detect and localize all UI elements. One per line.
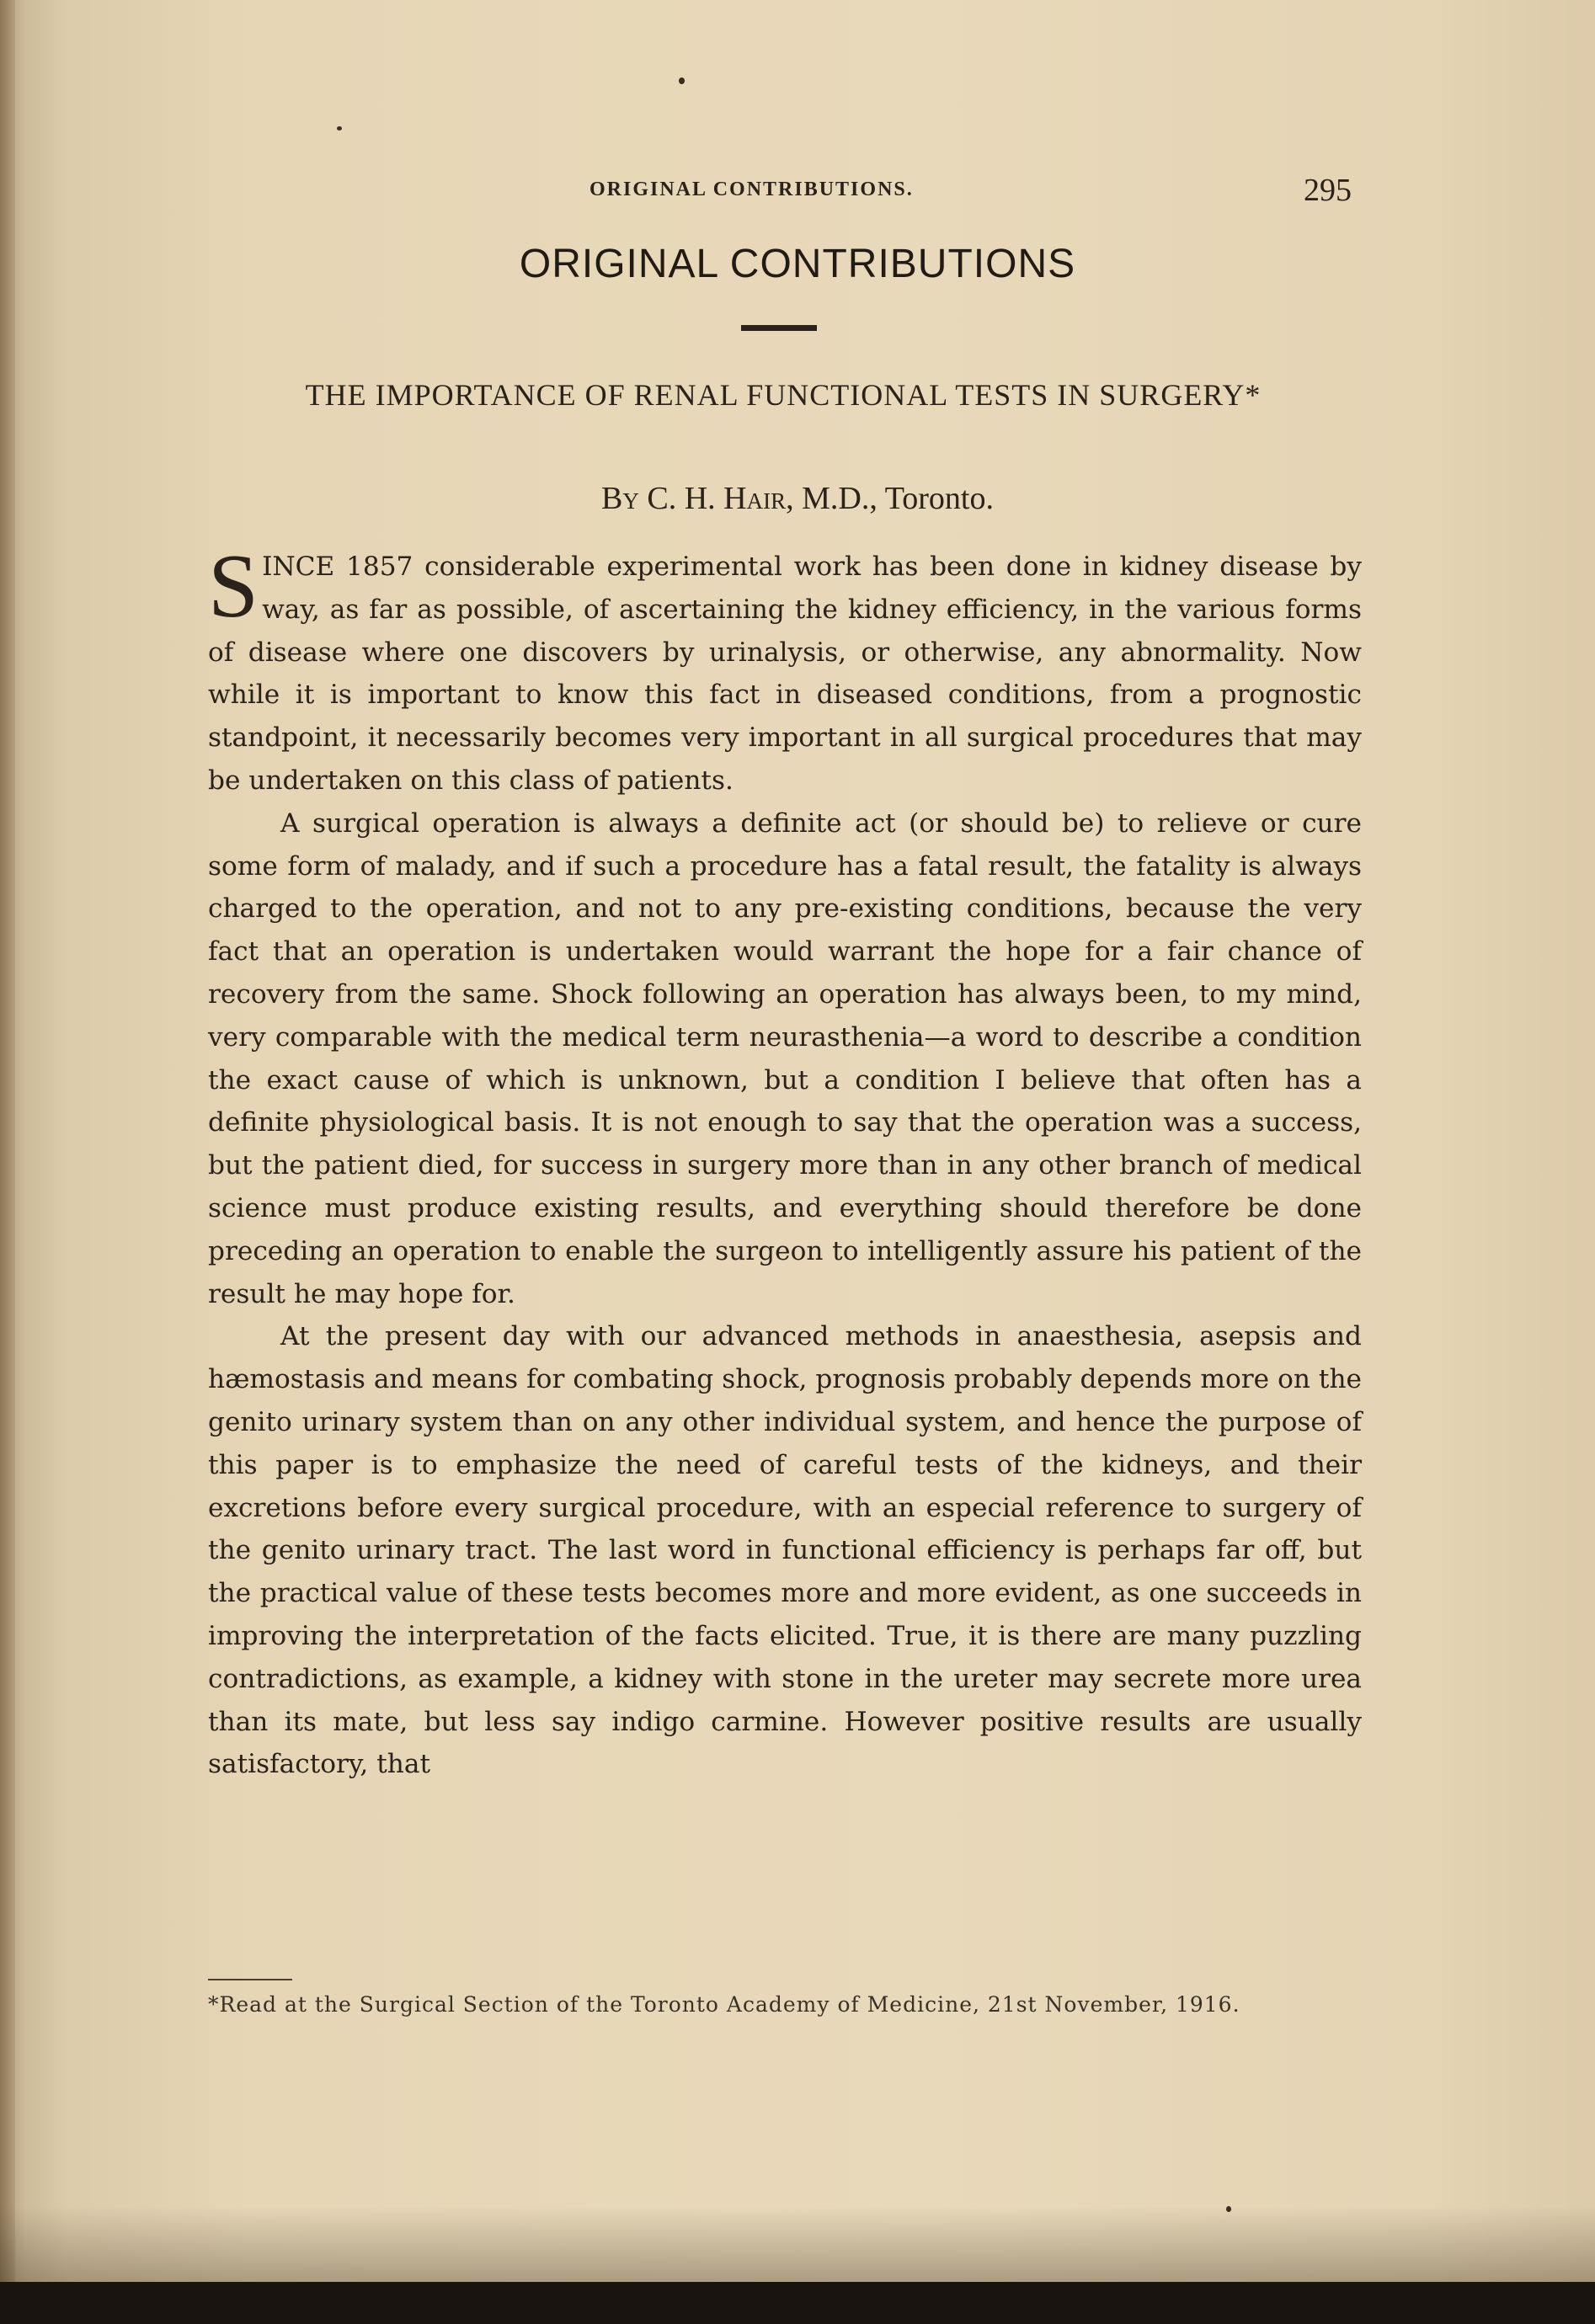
page-number: 295	[1304, 173, 1352, 208]
paragraph-2: A surgical operation is always a definite act (or should be) to relieve or cure some form of malady, and if such a procedure has a fatal result, the fatality is always charged to the operation, and not to any pre-existing conditions, because the very fact that an operation is undertaken would warrant the hope for a fair chance of recovery from the same. Shock following an operation has always been, to my mind, very comparable with the medical term neurasthenia—a word to describe a condition the exact cause of which is unknown, but a condition I believe that often has a definite physiological basis. It is not enough to say that the operation was a success, but the patient died, for success in surgery more than in any other branch of medical science must produce existing results, and everything should therefore be done preceding an operation to enable the surgeon to intelligently assure his patient of the result he may hope for.	[208, 808, 1362, 1309]
ink-speck	[679, 77, 685, 84]
ink-speck	[337, 126, 342, 131]
title-rule	[741, 325, 817, 331]
author-location: Toronto.	[884, 481, 994, 516]
paragraph-1-text: INCE 1857 considerable experimental work has been done in kidney disease by way, as far as possible, of ascertaining the kidney efficiency, in the various forms of disease where one discovers by urinalysis, or otherwise, any abnormality. Now while it is important to know this fact in diseased conditions, from a prognostic standpoint, it necessarily becomes very important in all surgical procedures that may be undertaken on this class of patients.	[208, 552, 1362, 796]
paragraph-3: At the present day with our advanced methods in anaesthesia, asepsis and hæmostasis and means for combating shock, prognosis probably depends more on the genito urinary system than on any other individual system, and hence the purpose of this paper is to emphasize the need of careful tests of the kidneys, and their excretions before every surgical procedure, with an especial reference to surgery of the genito urinary tract. The last word in functional efficiency is perhaps far off, but the practical value of these tests becomes more and more evident, as one succeeds in improving the interpretation of the facts elicited. True, it is there are many puzzling contradictions, as example, a kidney with stone in the ureter may secrete more urea than its mate, but less say indigo carmine. However positive results are usually satisfactory, that	[208, 1321, 1362, 1780]
byline: By C. H. Hair, M.D., Toronto.	[601, 481, 994, 516]
author-name: C. H. Hair, M.D.	[647, 481, 870, 516]
byline-prefix: By	[601, 481, 639, 516]
page-bottom-shadow	[0, 2206, 1595, 2282]
footnote-rule	[208, 1979, 292, 1980]
running-head: ORIGINAL CONTRIBUTIONS.	[589, 179, 914, 200]
paragraph-1	[208, 536, 1362, 802]
drop-cap: S	[208, 536, 259, 637]
section-title: ORIGINAL CONTRIBUTIONS	[519, 242, 1076, 286]
page-gutter	[0, 0, 15, 2282]
footnote: *Read at the Surgical Section of the Toronto Academy of Medicine, 21st November, 1916.	[208, 1992, 1240, 2017]
article-title: THE IMPORTANCE OF RENAL FUNCTIONAL TESTS IN SURGERY*	[305, 378, 1262, 412]
article-body	[208, 536, 1362, 1786]
ink-speck	[1226, 2206, 1231, 2212]
